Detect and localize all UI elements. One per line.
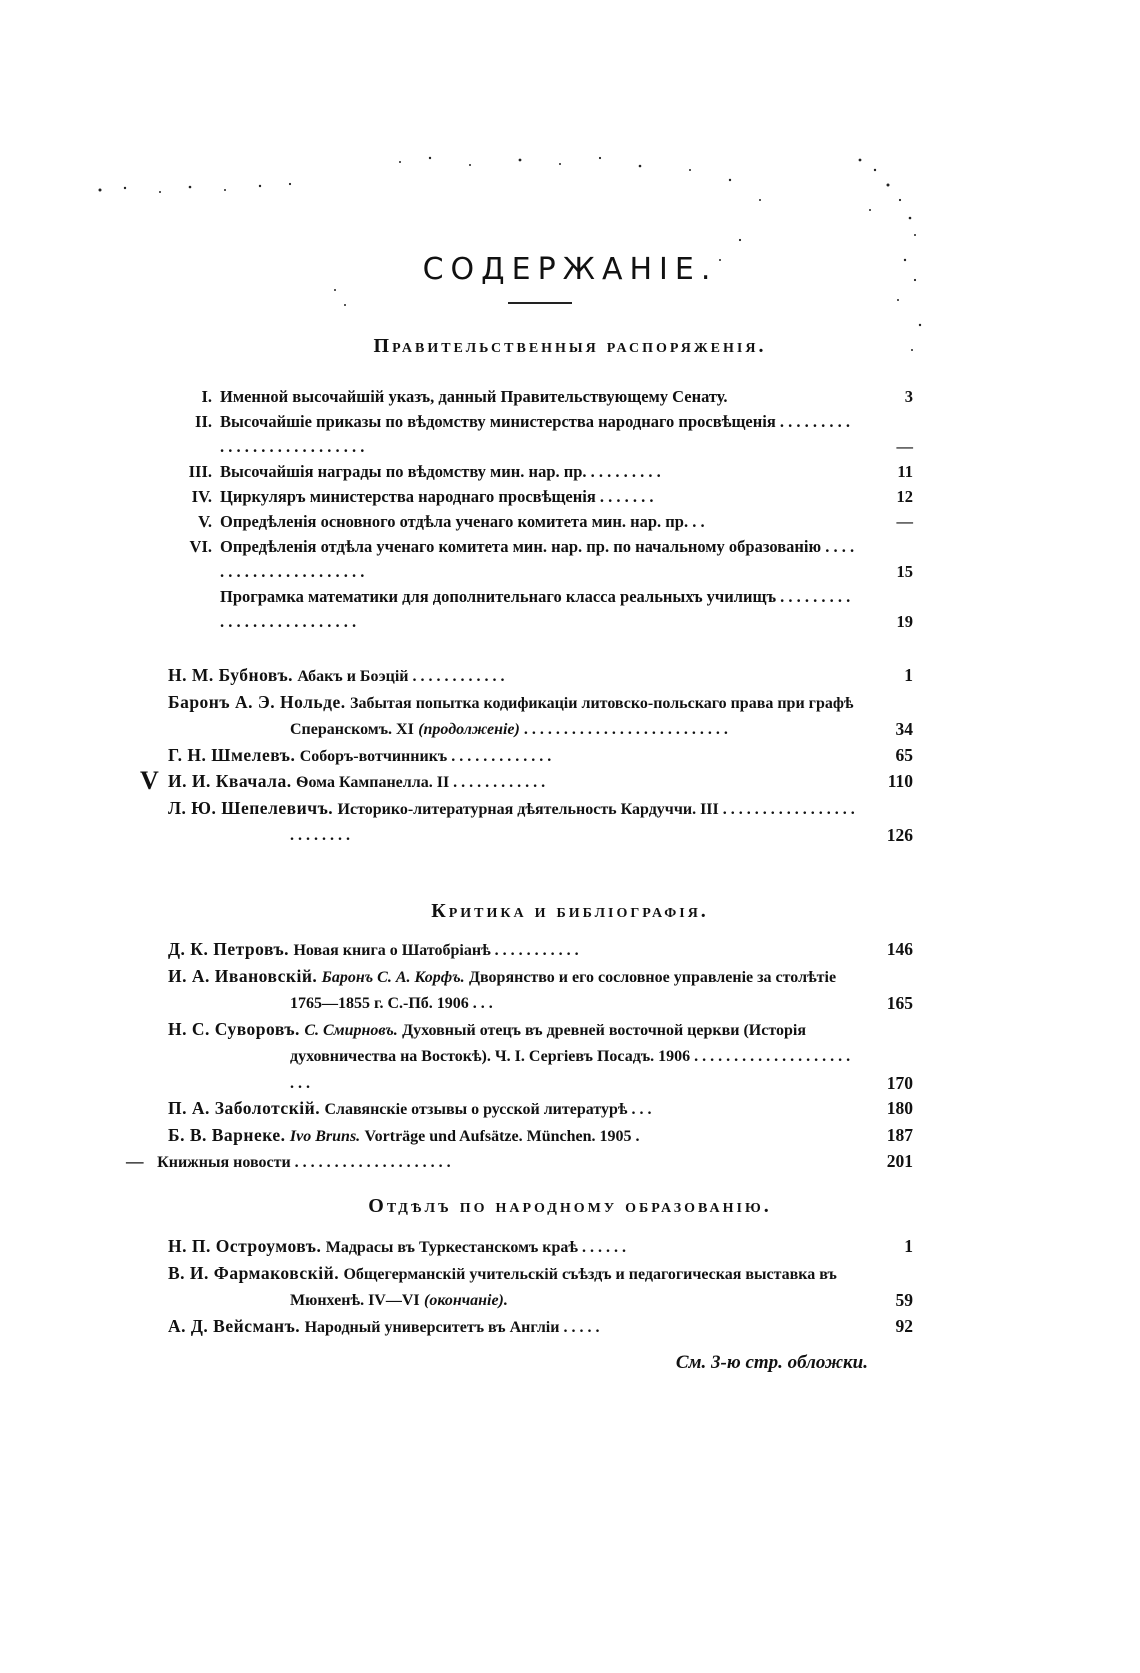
entry-reviewed-author: Ivo Bruns. [289, 1127, 361, 1145]
entry-page: 59 [895, 1290, 913, 1310]
entry-note: (окончаніе). [424, 1292, 508, 1309]
entry-author: П. А. Заболотскій. [168, 1098, 321, 1118]
education-list [168, 1234, 913, 1340]
list-item [168, 484, 913, 509]
entry-page: 126 [886, 825, 913, 845]
entry-number: V. [198, 512, 212, 531]
entry-title: Книжныя новости . . . . . . . . . . . . . . . . . . . . [157, 1154, 451, 1171]
entry-author: И. И. Квачала. [168, 771, 292, 791]
entry-page: 34 [895, 719, 913, 739]
entry-page: 201 [886, 1151, 913, 1171]
entry-title: Ѳома Кампанелла. II . . . . . . . . . . . . [296, 774, 546, 791]
entry-author: Баронъ А. Э. Нольде. [168, 691, 346, 712]
entry-author: Г. Н. Шмелевъ. [168, 744, 296, 765]
entry-leader: . . . . . . . . . . . . . . . . . . . . . . . . . . [519, 721, 728, 738]
entry-title: Соборъ-вотчинникъ . . . . . . . . . . . . . [299, 747, 552, 765]
entry-page: 187 [886, 1124, 913, 1145]
list-item [168, 690, 913, 743]
list-item [168, 509, 913, 534]
entry-title: Забытая попытка кодификаціи литовско-польскаго права при графѣ Сперанскомъ. XI [290, 694, 854, 738]
entry-author: Д. К. Петровъ. [168, 939, 290, 959]
entry-page: 165 [886, 993, 913, 1013]
entry-title: Vorträge und Aufsätze. München. 1905 . [364, 1127, 640, 1145]
entry-page: 12 [896, 487, 913, 506]
entry-author: Н. П. Остроумовъ. [168, 1236, 322, 1256]
list-item [168, 937, 913, 964]
entry-author: Л. Ю. Шепелевичъ. [168, 797, 334, 818]
entry-number: III. [188, 462, 212, 481]
entry-author: Б. В. Варнеке. [168, 1124, 286, 1145]
list-item [168, 409, 913, 459]
list-item [168, 1261, 913, 1314]
list-item [168, 796, 913, 849]
list-item [126, 1149, 913, 1176]
entry-title: Опредѣленія основного отдѣла ученаго комитета мин. нар. пр. . . [220, 512, 705, 531]
entry-page: — [896, 437, 913, 456]
entry-title: Мадрасы въ Туркестанскомъ краѣ . . . . . . [325, 1239, 627, 1256]
list-item [168, 1234, 913, 1261]
entry-title: Общегерманскій учительскій съѣздъ и педагогическая выставка въ Мюнхенѣ. IV—VI [290, 1265, 837, 1309]
entry-title: Програмка математики для дополнительнаго класса реальныхъ училищъ . . . . . . . . . . . . . . . . . . . . . . . . . . [220, 587, 851, 631]
list-item [168, 534, 913, 584]
section-heading-government: Правительственныя распоряженія. [373, 335, 767, 357]
entry-author: Н. С. Суворовъ. [168, 1018, 300, 1039]
entry-page: 180 [886, 1098, 913, 1118]
list-item [168, 459, 913, 484]
handwritten-margin-mark: V [140, 766, 159, 795]
entry-title: Циркуляръ министерства народнаго просвѣщенія . . . . . . . [220, 487, 654, 506]
entry-title: Высочайшіе приказы по вѣдомству министерства народнаго просвѣщенія . . . . . . . . . . . . . . . . . . . . . . . . . . . [220, 412, 851, 456]
entry-title: Славянскіе отзывы о русской литературѣ . . . [324, 1101, 652, 1118]
footer-note: См. 3-ю стр. обложки. [675, 1352, 868, 1373]
entry-page: — [896, 512, 913, 531]
list-item [168, 384, 913, 409]
articles-list [168, 663, 913, 849]
entry-title: Опредѣленія отдѣла ученаго комитета мин. нар. пр. по начальному образованію . . . . . . . . . . . . . . . . . . . . . . [220, 537, 855, 581]
list-item [168, 1017, 913, 1097]
entry-title: Абакъ и Боэцій . . . . . . . . . . . . [297, 668, 505, 685]
entry-number: IV. [191, 487, 212, 506]
entry-title: Дворянство и его сословное управленіе за столѣтіе 1765—1855 г. С.-Пб. 1906 . . . [290, 968, 837, 1012]
entry-number: II. [195, 412, 212, 431]
entry-title: Духовный отецъ въ древней восточной церкви (Исторія духовничества на Востокѣ). Ч. I. Сергіевъ Посадъ. 1906 . . . . . . . . . . . . . . . . . . . . . . . [290, 1021, 851, 1092]
entry-page: 110 [887, 771, 913, 791]
entry-title: Историко-литературная дѣятельность Кардуччи. III . . . . . . . . . . . . . . . . . . . . . . . . . [290, 800, 855, 844]
entry-title: Народный университетъ въ Англіи . . . . . [304, 1318, 600, 1336]
list-item [168, 584, 913, 634]
title-divider [508, 302, 572, 304]
entry-page: 170 [886, 1072, 913, 1093]
criticism-list [126, 937, 913, 1176]
list-item [168, 1123, 913, 1150]
entry-author: Н. М. Бубновъ. [168, 665, 294, 685]
list-item [168, 1314, 913, 1341]
entry-page: 65 [895, 744, 913, 765]
list-item [168, 743, 913, 770]
entry-page: 146 [886, 939, 913, 959]
entry-note: (продолженіе) [418, 721, 520, 738]
entry-author: — [126, 1151, 144, 1171]
entry-author: В. И. Фармаковскій. [168, 1262, 340, 1283]
section-heading-criticism: Критика и библіографія. [431, 900, 709, 922]
entry-number: I. [201, 387, 212, 406]
list-item [168, 769, 913, 796]
entry-title: Высочайшія награды по вѣдомству мин. нар. пр. . . . . . . . . . [220, 462, 661, 481]
government-list [168, 384, 913, 634]
entry-page: 3 [904, 387, 913, 406]
page-title: СОДЕРЖАНІЕ. [422, 252, 718, 287]
entry-number: VI. [189, 537, 212, 556]
entry-page: 19 [896, 612, 913, 631]
section-heading-education: Отдѣлъ по народному образованію. [368, 1195, 772, 1217]
entry-title: Новая книга о Шатобріанѣ . . . . . . . . . . . [293, 942, 579, 959]
entry-page: 92 [895, 1315, 913, 1336]
entry-reviewed-author: С. Смирновъ. [304, 1021, 398, 1039]
list-item [168, 1096, 913, 1123]
list-item [168, 663, 913, 690]
entry-page: 1 [904, 1236, 913, 1256]
entry-number [168, 584, 220, 634]
entry-title: Именной высочайшій указъ, данный Правительствующему Сенату. [220, 387, 728, 406]
entry-reviewed-author: Баронъ С. А. Корфъ. [321, 968, 465, 986]
entry-page: 15 [896, 562, 913, 581]
entry-page: 1 [904, 665, 913, 685]
list-item [168, 964, 913, 1017]
entry-page: 11 [897, 462, 913, 481]
entry-author: А. Д. Вейсманъ. [168, 1315, 301, 1336]
entry-author: И. А. Ивановскій. [168, 965, 318, 986]
